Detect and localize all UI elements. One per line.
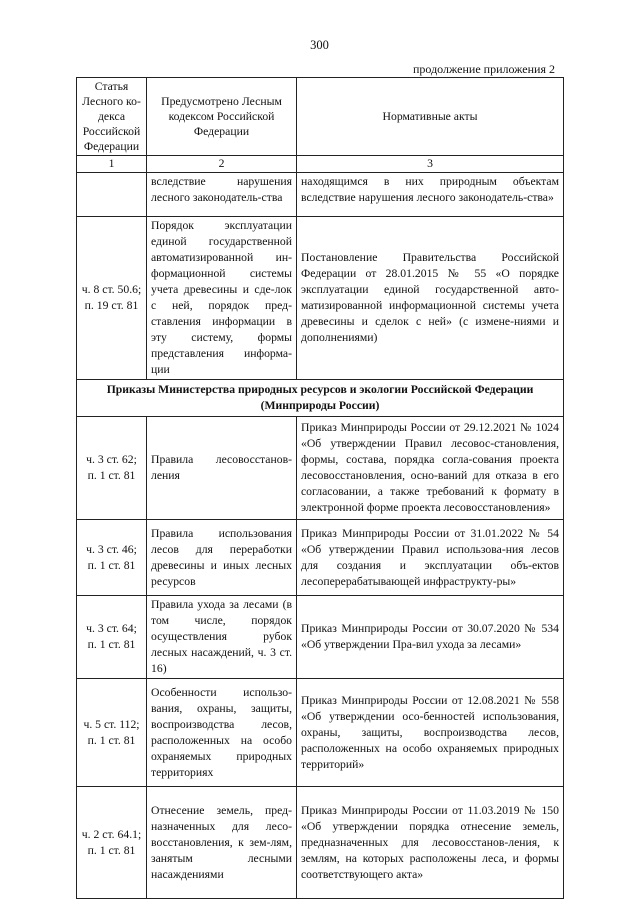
header-provided: Предусмотрено Лесным кодексом Российской Федерации <box>147 78 297 156</box>
provision-cell: Правила лесовосстанов-ления <box>147 417 297 520</box>
table-row <box>77 417 564 520</box>
provision-cell: Отнесение земель, пред-назначенных для лесо-восстановления, к зем-лям, занятым лесными насаждениями <box>147 787 297 899</box>
act-cell: находящимся в них природным объектам вследствие нарушения лесного законодатель-ства» <box>297 173 564 217</box>
provision-cell: вследствие нарушения лесного законодатель-ства <box>147 173 297 217</box>
article-cell <box>77 173 147 217</box>
provision-cell: Порядок эксплуатации единой государственной автоматизированной ин-формационной системы учета древесины и сде-лок с ней, порядок пред-ставления информации в эту систему, формы представления информа-ции <box>147 217 297 380</box>
act-cell: Приказ Минприроды России от 31.01.2022 № 54 «Об утверждении Правил использова-ния лесов для создания и эксплуатации объ-ектов лесоперерабатывающей инфраструкту-ры» <box>297 520 564 596</box>
table-row <box>77 679 564 787</box>
page-number: 300 <box>310 38 329 52</box>
article-cell: ч. 8 ст. 50.6; п. 19 ст. 81 <box>77 217 147 380</box>
article-cell: ч. 3 ст. 62; п. 1 ст. 81 <box>77 417 147 520</box>
normative-acts-table <box>76 77 564 899</box>
provision-cell: Правила использования лесов для переработки древесины и иных лесных ресурсов <box>147 520 297 596</box>
column-number: 2 <box>147 156 297 173</box>
table-row <box>77 217 564 380</box>
act-cell: Приказ Минприроды России от 11.03.2019 № 150 «Об утверждении порядка отнесение земель, предназначенных для лесовосстанов-ления, к землям, на которых расположены леса, и формы соответствующего акта» <box>297 787 564 899</box>
header-article: Статья Лесного ко-декса Российской Федерации <box>77 78 147 156</box>
column-numbers-row <box>77 156 564 173</box>
section-title: Приказы Министерства природных ресурсов и экологии Российской Федерации (Минприроды России) <box>77 380 564 417</box>
table-row <box>77 787 564 899</box>
table-row <box>77 173 564 217</box>
section-header-row <box>77 380 564 417</box>
column-number: 3 <box>297 156 564 173</box>
provision-cell: Особенности использо-вания, охраны, защиты, воспроизводства лесов, расположенных на особо охраняемых природных территориях <box>147 679 297 787</box>
header-acts: Нормативные акты <box>297 78 564 156</box>
continuation-note: продолжение приложения 2 <box>413 62 555 76</box>
act-cell: Приказ Минприроды России от 12.08.2021 № 558 «Об утверждении осо-бенностей использования, охраны, защиты, воспроизводства лесов, расположенных на особо охраняемых природных территорий» <box>297 679 564 787</box>
act-cell: Приказ Минприроды России от 30.07.2020 № 534 «Об утверждении Пра-вил ухода за лесами» <box>297 596 564 679</box>
act-cell: Приказ Минприроды России от 29.12.2021 № 1024 «Об утверждении Правил лесовос-становления, формы, состава, порядка согла-сования проекта лесовосстановления, осно-ваний для отказа в его согласовании, а также требований к формату в электронной форме проекта лесовосстановления» <box>297 417 564 520</box>
column-number: 1 <box>77 156 147 173</box>
table-row <box>77 596 564 679</box>
table-header-row <box>77 78 564 156</box>
article-cell: ч. 3 ст. 46; п. 1 ст. 81 <box>77 520 147 596</box>
provision-cell: Правила ухода за лесами (в том числе, порядок осуществления рубок лесных насаждений, ч. 3 ст. 16) <box>147 596 297 679</box>
table-row <box>77 520 564 596</box>
article-cell: ч. 5 ст. 112; п. 1 ст. 81 <box>77 679 147 787</box>
article-cell: ч. 3 ст. 64; п. 1 ст. 81 <box>77 596 147 679</box>
act-cell: Постановление Правительства Российской Федерации от 28.01.2015 № 55 «О порядке эксплуатации единой государственной авто-матизированной информационной системы учета древесины и сделок с ней» (с измене-ниями и дополнениями) <box>297 217 564 380</box>
article-cell: ч. 2 ст. 64.1; п. 1 ст. 81 <box>77 787 147 899</box>
